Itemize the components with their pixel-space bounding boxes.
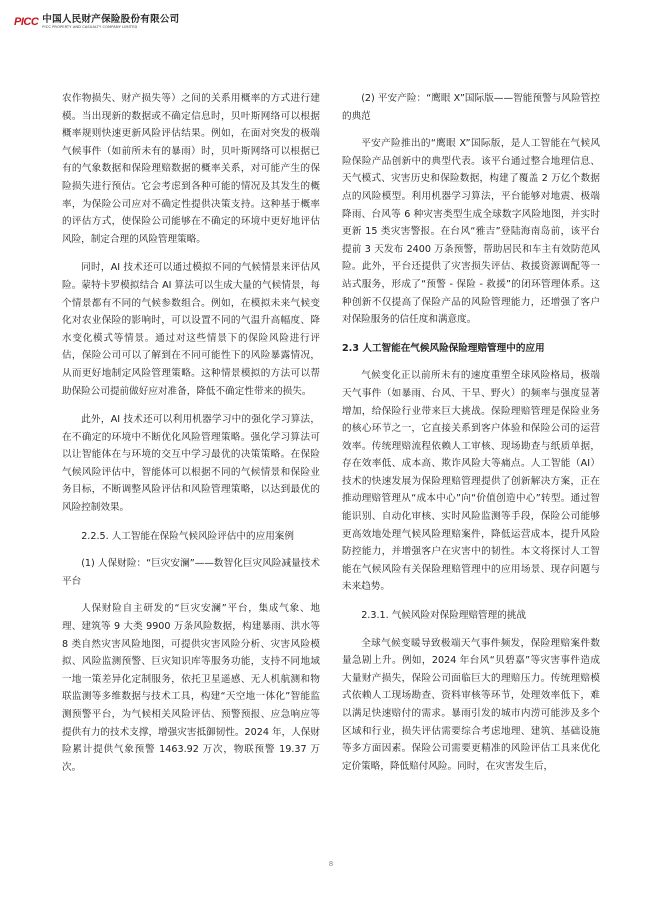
paragraph: 人保财险自主研发的“巨灾安澜”平台，集成气象、地理、建筑等 9 大类 9900 万条风险数据，构建暴雨、洪水等 8 类自然灾害风险地图，可提供灾害风险分析、灾害风险模拟、风险监测预警、巨灾知识库等服务功能，支持不同地域一地一策差异化定制服务，依托卫星遥感、无人机航测和物联监测等多维数据与技术工具，构建“天空地一体化”智能监测预警平台，为气候相关风险评估、预警预报、应急响应等提供有力的技术支撑，增强灾害抵御韧性。2024 年，人保财险累计提供气象预警 1463.92 万次，物联预警 19.37 万次。 — [62, 603, 320, 773]
company-header — [14, 10, 179, 34]
paragraph: 同时，AI 技术还可以通过模拟不同的气候情景来评估风险。蒙特卡罗模拟结合 AI 算法可以生成大量的气候情景，每个情景都有不同的气候参数组合。例如，在模拟未来气候变化对农业保险的影响时，可以设置不同的气温升高幅度、降水变化模式等情景。通过对这些情景下的保险风险进行评估，保险公司可以了解到在不同可能性下的风险暴露情况，从而更好地制定风险管理策略。这种情景模拟的方法可以帮助保险公司提前做好应对准备，降低不确定性带来的损失。 — [62, 262, 320, 397]
paragraph: 气候变化正以前所未有的速度重塑全球风险格局，极端天气事件（如暴雨、台风、干旱、野火）的频率与强度显著增加，给保险行业带来巨大挑战。保险理赔管理是保险业务的核心环节之一，它直接关系到客户体验和保险公司的运营效率。传统理赔流程依赖人工审核、现场勘查与纸质单据，存在效率低、成本高、欺诈风险大等痛点。人工智能（AI）技术的快速发展为保险理赔管理提供了创新解决方案，正在推动理赔管理从“成本中心”向“价值创造中心”转型。通过智能识别、自动化审核、实时风险监测等手段，保险公司能够更高效地处理气候风险理赔案件，降低运营成本，提升风险防控能力，并增强客户在灾害中的韧性。本文将探讨人工智能在气候风险有关保险理赔管理中的应用场景、现存问题与未来趋势。 — [342, 370, 600, 593]
company-name-en: PICC PROPERTY AND CASUALTY COMPANY LIMITED — [42, 25, 138, 29]
section-heading-2-3-1: 2.3.1. 气候风险对保险理赔管理的挑战 — [361, 610, 527, 622]
picc-logo: PICC — [14, 16, 39, 28]
company-name-cn: 中国人民财产保险股份有限公司 — [42, 14, 180, 25]
paragraph: 农作物损失、财产损失等）之间的关系用概率的方式进行建模。当出现新的数据或不确定信息时，贝叶斯网络可以根据概率规则快速更新风险评估结果。例如，在面对突发的极端气候事件（如前所未有的暴雨）时，贝叶斯网络可以根据已有的气象数据和保险理赔数据的概率关系，对可能产生的保险损失进行预估。它会考虑到各种可能的情况及其发生的概率，为保险公司应对不确定性提供决策支持。这种基于概率的评估方式，使保险公司能够在不确定的环境中更好地评估风险，制定合理的风险管理策略。 — [62, 93, 320, 245]
case-heading-picc: (1) 人保财险：“巨灾安澜”——数智化巨灾风险减量技术平台 — [62, 558, 320, 587]
right-column — [342, 90, 600, 786]
paragraph: 全球气候变暖导致极端天气事件频发，保险理赔案件数量急剧上升。例如，2024 年台风“贝碧嘉”等灾害事件造成大量财产损失，保险公司面临巨大的理赔压力。传统理赔模式依赖人工现场勘查、资料审核等环节，处理效率低下，难以满足快速赔付的需求。暴雨引发的城市内涝可能涉及多个区域和行业，损失评估需要综合考虑地理、建筑、基础设施等多方面因素。保险公司需要更精准的风险评估工具来优化定价策略，降低赔付风险。同时，在灾害发生后， — [342, 637, 600, 772]
paragraph: 平安产险推出的“鹰眼 X”国际版，是人工智能在气候风险保险产品创新中的典型代表。该平台通过整合地理信息、天气模式、灾害历史和保险数据，构建了覆盖 2 万亿个数据点的风险模型。利用机器学习算法，平台能够对地震、极端降雨、台风等 6 种灾害类型生成全球数字风险地图，并实时更新 15 类灾害警报。在台风“雅吉”登陆海南岛前，该平台提前 3 天发布 2400 万条预警，帮助居民和车主有效防范风险。此外，平台还提供了灾害损失评估、救援资源调配等一站式服务，形成了“预警 - 保险 - 救援”的闭环管理体系。这种创新不仅提高了保险产品的风险管理能力，还增强了客户对保险服务的信任度和满意度。 — [342, 138, 600, 326]
left-column — [62, 90, 320, 787]
page-number: 8 — [328, 860, 334, 868]
section-heading-2-2-5: 2.2.5. 人工智能在保险气候风险评估中的应用案例 — [81, 530, 294, 542]
paragraph: 此外，AI 技术还可以利用机器学习中的强化学习算法，在不确定的环境中不断优化风险管理策略。强化学习算法可以让智能体在与环境的交互中学习最优的决策策略。在保险气候风险评估中，智能体可以根据不同的气候情景和保险业务目标，不断调整风险评估和风险管理策略，以达到最优的风险控制效果。 — [62, 414, 320, 514]
case-heading-pingan: (2) 平安产险：“鹰眼 X”国际版——智能预警与风险管控的典范 — [342, 93, 600, 122]
section-heading-2-3: 2.3 人工智能在气候风险保险理赔管理中的应用 — [342, 342, 545, 354]
company-name-block — [42, 14, 179, 30]
